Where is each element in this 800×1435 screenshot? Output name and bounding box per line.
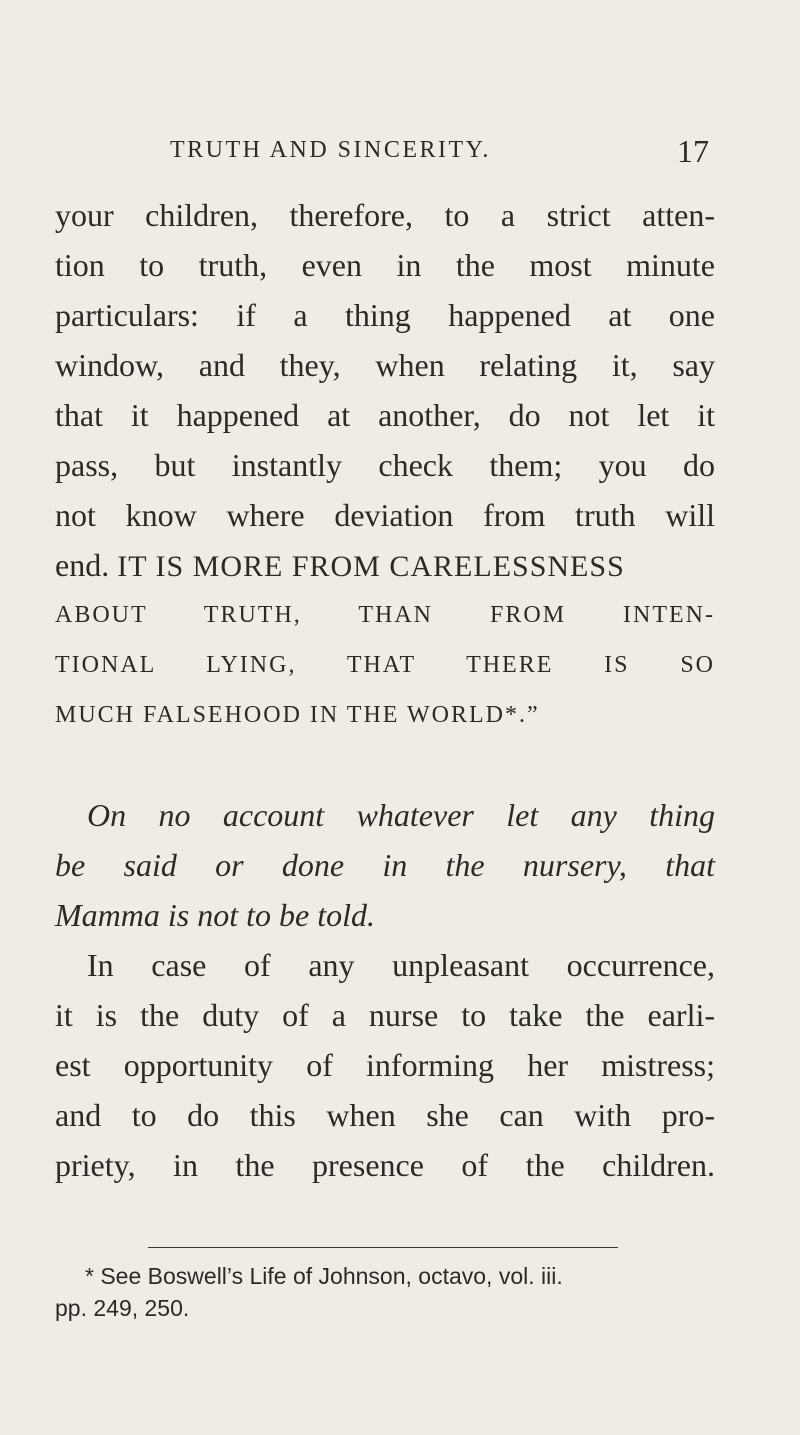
- text-line: not know where deviation from truth will: [55, 497, 715, 533]
- text-line: est opportunity of informing her mistress;: [55, 1047, 715, 1083]
- text-line: that it happened at another, do not let it: [55, 397, 715, 433]
- italic-line: On no account whatever let any thing: [87, 797, 715, 833]
- footnote-line: * See Boswell’s Life of Johnson, octavo, vol. iii.: [85, 1263, 563, 1289]
- text-line: particulars: if a thing happened at one: [55, 297, 715, 333]
- footnote-rule: [148, 1247, 618, 1248]
- running-head: [170, 133, 715, 173]
- text-line: priety, in the presence of the children.: [55, 1147, 715, 1183]
- text-line: pass, but instantly check them; you do: [55, 447, 715, 483]
- paragraph-nurse-duty: [55, 940, 715, 1190]
- small-caps-run: IT IS MORE FROM CARELESSNESS: [117, 550, 625, 583]
- italic-line: be said or done in the nursery, that: [55, 847, 715, 883]
- small-caps-line: TIONAL LYING, THAT THERE IS SO: [55, 652, 715, 678]
- text-line: In case of any unpleasant occurrence,: [87, 947, 715, 983]
- text-line: and to do this when she can with pro-: [55, 1097, 715, 1133]
- page-number: 17: [677, 133, 709, 169]
- small-caps-line: MUCH FALSEHOOD IN THE WORLD*.”: [55, 702, 540, 728]
- italic-line: Mamma is not to be told.: [55, 897, 375, 933]
- text-line: it is the duty of a nurse to take the earli-: [55, 997, 715, 1033]
- footnote: [55, 1260, 715, 1324]
- paragraph-nursery-rule: [55, 790, 715, 940]
- text-line-mixed: [55, 540, 715, 590]
- text-run: end.: [55, 547, 110, 583]
- small-caps-line: ABOUT TRUTH, THAN FROM INTEN-: [55, 602, 715, 628]
- text-line: window, and they, when relating it, say: [55, 347, 715, 383]
- text-line: your children, therefore, to a strict atten-: [55, 197, 715, 233]
- footnote-line: pp. 249, 250.: [55, 1295, 190, 1321]
- text-line: tion to truth, even in the most minute: [55, 247, 715, 283]
- running-title: TRUTH AND SINCERITY.: [170, 137, 491, 163]
- paragraph-truth: [55, 190, 715, 740]
